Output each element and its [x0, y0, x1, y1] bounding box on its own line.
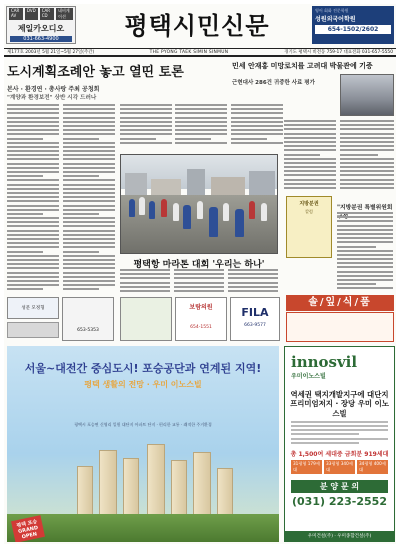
- text-line: [7, 213, 43, 215]
- text-column: [7, 104, 59, 294]
- ad-clinic-name: 보람의원: [189, 304, 213, 311]
- text-line: [228, 273, 278, 275]
- text-line: [63, 205, 115, 207]
- text-line: [63, 280, 115, 282]
- text-line: [337, 283, 376, 285]
- text-column: [174, 269, 224, 295]
- innosvil-logo: innosvil: [291, 353, 358, 371]
- text-line: [120, 121, 172, 123]
- text-line: [120, 108, 172, 110]
- text-line: [7, 167, 59, 169]
- text-line: [175, 112, 227, 114]
- text-line: [7, 129, 59, 131]
- text-line: [120, 104, 172, 106]
- text-line: [63, 142, 115, 144]
- marathon-photo: [120, 154, 278, 254]
- right-story-headline[interactable]: 민세 안재홍 미망로치를 고려대 박물관에 기증: [232, 61, 373, 70]
- text-line: [120, 112, 172, 114]
- text-line: [63, 192, 115, 194]
- text-line: [7, 230, 59, 232]
- text-line: [7, 196, 59, 198]
- text-line: [337, 275, 393, 277]
- text-line: [63, 196, 115, 198]
- text-line: [63, 217, 115, 219]
- text-line: [63, 221, 115, 223]
- text-line: [337, 246, 376, 248]
- text-line: [340, 128, 394, 130]
- text-line: [340, 158, 394, 160]
- ad-apartment-subhead: 평택 생활의 전망 · 우미 이노스빌: [84, 380, 202, 389]
- text-line: [340, 124, 394, 126]
- ad-car-audio-chips: [7, 7, 75, 21]
- marathon-body: [120, 269, 280, 295]
- text-line: [63, 267, 115, 269]
- text-line: [337, 225, 393, 227]
- text-line: [337, 237, 393, 239]
- text-line: [63, 246, 115, 248]
- text-line: [7, 104, 59, 106]
- text-line: [340, 145, 394, 147]
- masthead: [4, 4, 396, 48]
- text-line: [231, 121, 283, 123]
- lead-subheadline-2: "계양과 환경보전" 상반 시각 드러나: [7, 95, 97, 101]
- lead-headline[interactable]: 도시계획조례안 놓고 열띤 토론: [7, 65, 184, 80]
- text-line: [7, 234, 59, 236]
- text-line: [228, 277, 278, 279]
- ad-boram-clinic[interactable]: [175, 297, 227, 341]
- ad-ground: [7, 514, 279, 542]
- text-line: [7, 133, 59, 135]
- text-line: [63, 154, 115, 156]
- ad-language-academy[interactable]: [312, 6, 394, 44]
- text-line: [337, 241, 393, 243]
- text-line: [340, 187, 394, 189]
- text-line: [63, 104, 115, 106]
- ad-car-audio-tel: 031-663-4900: [10, 36, 72, 42]
- text-line: [284, 141, 336, 143]
- text-line: [7, 255, 59, 257]
- text-line: [231, 125, 283, 127]
- text-line: [175, 125, 227, 127]
- text-line: [231, 108, 283, 110]
- text-line: [63, 234, 115, 236]
- text-line: [63, 276, 115, 278]
- text-column: [120, 269, 170, 295]
- text-line: [7, 217, 59, 219]
- text-line: [7, 238, 59, 240]
- text-line: [7, 221, 59, 223]
- text-line: [231, 142, 283, 144]
- ad-apartment-banner[interactable]: [7, 346, 279, 542]
- text-line: [7, 146, 59, 148]
- text-line: [7, 179, 59, 181]
- text-line: [63, 117, 115, 119]
- right-story-subheadline: 근현대사 286건 귀중한 사료 평가: [232, 80, 315, 86]
- ad-fila[interactable]: [230, 297, 280, 341]
- ad-apartment-description: 평택시 포승면 신영리 일원 대단지 아파트 단지 · 편리한 교통 · 쾌적한 주거환경: [74, 422, 212, 427]
- ad-small-label: 성문 모정형: [21, 306, 45, 311]
- food-banner[interactable]: 솔/잎/식/품: [286, 295, 394, 311]
- text-line: [337, 266, 393, 268]
- text-line: [231, 117, 283, 119]
- text-line: [175, 108, 227, 110]
- text-line: [7, 188, 59, 190]
- unit-tag: 33평형 340세대: [324, 460, 355, 474]
- text-line: [337, 220, 393, 222]
- ad-innosvil[interactable]: [284, 346, 395, 542]
- text-line: [340, 133, 394, 135]
- text-line: [63, 288, 99, 290]
- chip: 네비게이션: [56, 8, 73, 20]
- text-line: [284, 145, 336, 147]
- text-line: [284, 137, 336, 139]
- text-line: [63, 171, 115, 173]
- innosvil-office-label: 분 양 문 의: [291, 480, 388, 493]
- innosvil-headline: 역세권 택지개발지구에 대단지 프리미엄저지 · 장당 우미 이노스빌: [290, 390, 389, 418]
- text-column: [175, 104, 227, 150]
- text-line: [7, 125, 59, 127]
- text-line: [63, 158, 115, 160]
- text-line: [228, 282, 278, 284]
- text-line: [337, 233, 393, 235]
- text-line: [175, 104, 227, 106]
- innosvil-phone[interactable]: (031) 223-2552: [292, 494, 387, 508]
- text-line: [284, 179, 336, 181]
- text-line: [284, 154, 320, 156]
- text-line: [231, 138, 267, 140]
- text-line: [7, 288, 43, 290]
- ceremony-photo: [340, 74, 394, 116]
- text-line: [340, 174, 394, 176]
- text-line: [174, 273, 224, 275]
- column-box: [286, 196, 332, 258]
- consultation-text: [337, 212, 393, 292]
- text-line: [340, 154, 378, 156]
- text-line: [340, 149, 394, 151]
- text-line: [63, 133, 115, 135]
- text-line: [63, 138, 99, 140]
- text-line: [7, 108, 59, 110]
- innosvil-details: [285, 418, 394, 449]
- text-line: [120, 138, 156, 140]
- text-line: [284, 162, 336, 164]
- text-line: [337, 262, 393, 264]
- text-line: [7, 112, 59, 114]
- marathon-caption: 평택항 마라톤 대회 '우리는 하나': [133, 260, 265, 270]
- newspaper-title: 평택시민신문: [124, 11, 270, 40]
- innosvil-unit-tags: [285, 458, 394, 476]
- text-line: [284, 133, 336, 135]
- text-line: [340, 179, 394, 181]
- text-line: [231, 129, 283, 131]
- text-line: [120, 290, 170, 292]
- text-line: [7, 242, 59, 244]
- dateline: [4, 48, 396, 57]
- food-ad-box[interactable]: [286, 312, 394, 342]
- text-line: [340, 120, 394, 122]
- text-line: [7, 200, 59, 202]
- text-line: [7, 251, 43, 253]
- innosvil-footer: 우미건설(주) · 우미종합건설(주): [285, 531, 394, 541]
- ad-car-audio-name: 제일카오디오: [17, 24, 65, 33]
- fila-tel: 663-9577: [244, 323, 266, 328]
- text-line: [63, 238, 115, 240]
- unit-tag: 31평형 179세대: [291, 460, 322, 474]
- text-line: [7, 209, 59, 211]
- chip: DVD: [25, 8, 38, 20]
- text-line: [7, 272, 59, 274]
- text-line: [175, 138, 211, 140]
- text-line: [63, 112, 115, 114]
- text-line: [63, 284, 115, 286]
- text-line: [7, 121, 59, 123]
- text-line: [120, 282, 170, 284]
- text-line: [284, 170, 336, 172]
- innosvil-brand: 우미이노스빌: [291, 373, 326, 380]
- text-line: [63, 146, 115, 148]
- unit-tag: 34평형 400세대: [357, 460, 388, 474]
- text-line: [63, 255, 115, 257]
- text-line: [120, 133, 172, 135]
- text-line: [174, 286, 224, 288]
- text-line: [284, 124, 336, 126]
- text-line: [7, 163, 59, 165]
- text-line: [63, 121, 115, 123]
- text-column: [337, 212, 393, 292]
- text-line: [63, 129, 115, 131]
- text-line: [63, 125, 115, 127]
- english-title: THE PYONG TAEK SIMIN SINMUN: [149, 49, 229, 55]
- text-line: [340, 183, 394, 185]
- text-line: [7, 225, 59, 227]
- text-line: [337, 287, 393, 289]
- text-line: [337, 229, 393, 231]
- ad-academy-tel: 654-1502/2602: [315, 25, 391, 34]
- text-line: [174, 277, 224, 279]
- text-line: [120, 273, 170, 275]
- text-line: [63, 108, 115, 110]
- text-line: [340, 170, 394, 172]
- text-line: [7, 138, 43, 140]
- text-line: [337, 258, 393, 260]
- text-line: [120, 129, 172, 131]
- text-line: [340, 162, 394, 164]
- text-line: [63, 200, 115, 202]
- text-column: [340, 120, 394, 192]
- text-line: [63, 272, 115, 274]
- fila-logo: FILA: [241, 306, 269, 319]
- text-line: [63, 251, 99, 253]
- column-box-title: 지방분권: [299, 201, 319, 207]
- text-column: [63, 104, 115, 294]
- text-line: [7, 205, 59, 207]
- photo-buildings: [121, 165, 277, 195]
- text-line: [337, 250, 393, 252]
- text-line: [7, 175, 43, 177]
- text-line: [7, 150, 59, 152]
- text-line: [174, 290, 224, 292]
- text-line: [7, 259, 59, 261]
- text-line: [175, 133, 227, 135]
- ad-apartment-headline: 서울~대전간 중심도시! 포승공단과 연계된 지역!: [24, 362, 262, 375]
- text-line: [63, 242, 115, 244]
- text-line: [340, 141, 394, 143]
- text-line: [63, 175, 99, 177]
- text-line: [63, 230, 115, 232]
- ad-clinic-small[interactable]: [7, 297, 59, 319]
- text-line: [340, 137, 394, 139]
- text-line: [7, 284, 59, 286]
- text-line: [284, 166, 336, 168]
- text-column: [284, 120, 336, 192]
- text-line: [231, 112, 283, 114]
- text-line: [7, 154, 59, 156]
- lead-subheadline: 본사 · 환경연 · 총사랑 주최 공청회: [7, 86, 100, 93]
- ad-small-tel: 653-5353: [77, 328, 99, 333]
- ad-text-box[interactable]: [62, 297, 114, 341]
- text-line: [228, 290, 278, 292]
- text-line: [7, 263, 59, 265]
- issue-date: 제177호 2003년 5월 21일~5월 27일(주간): [7, 50, 95, 55]
- text-line: [284, 149, 336, 151]
- text-line: [284, 174, 336, 176]
- text-line: [284, 128, 336, 130]
- publisher-address: 경기도 평택시 비전동 759-17 대표전화 031-657-5550: [284, 50, 393, 55]
- text-line: [63, 163, 115, 165]
- text-line: [231, 133, 283, 135]
- text-line: [63, 259, 115, 261]
- text-line: [63, 188, 115, 190]
- right-column-text: [284, 120, 394, 192]
- ad-landscape[interactable]: [120, 297, 172, 341]
- text-line: [175, 142, 227, 144]
- ad-clinic-tel: 654-1551: [190, 325, 212, 330]
- text-line: [337, 216, 393, 218]
- text-line: [340, 166, 394, 168]
- reporter-photo: [7, 322, 59, 338]
- text-line: [284, 187, 336, 189]
- text-line: [63, 213, 99, 215]
- text-line: [7, 184, 59, 186]
- text-line: [120, 286, 170, 288]
- text-line: [7, 171, 59, 173]
- chip: CAR CD: [40, 8, 54, 20]
- text-column: [231, 104, 283, 150]
- text-line: [175, 117, 227, 119]
- text-line: [7, 117, 59, 119]
- text-line: [284, 120, 336, 122]
- text-line: [337, 254, 393, 256]
- column-box-label: 칼럼: [305, 209, 313, 214]
- chip: CAR AV: [9, 8, 23, 20]
- text-line: [228, 286, 278, 288]
- text-line: [63, 167, 115, 169]
- text-line: [231, 104, 283, 106]
- text-line: [120, 277, 170, 279]
- text-line: [7, 246, 59, 248]
- text-line: [63, 263, 115, 265]
- text-line: [174, 282, 224, 284]
- text-column: [228, 269, 278, 295]
- ad-academy-name: 성원외국어학원: [315, 16, 356, 23]
- consultation-headline[interactable]: "지방분권 특별위원회: [337, 205, 393, 211]
- text-line: [175, 121, 227, 123]
- text-column: [120, 104, 172, 150]
- text-line: [63, 184, 115, 186]
- text-line: [120, 117, 172, 119]
- text-line: [337, 271, 393, 273]
- text-line: [7, 267, 59, 269]
- text-line: [7, 280, 59, 282]
- text-line: [7, 142, 59, 144]
- text-line: [337, 212, 393, 214]
- text-line: [63, 225, 115, 227]
- grand-open-badge: 평택 포승 GRAND OPEN: [11, 515, 45, 542]
- text-line: [284, 158, 336, 160]
- text-line: [337, 279, 393, 281]
- text-line: [120, 125, 172, 127]
- text-line: [120, 142, 172, 144]
- innosvil-units: 총 1,500여 세대중 금회분 919세대: [290, 450, 389, 458]
- text-line: [175, 129, 227, 131]
- text-line: [63, 150, 115, 152]
- text-line: [284, 183, 336, 185]
- text-line: [63, 209, 115, 211]
- text-line: [7, 158, 59, 160]
- newspaper-front-page: [4, 4, 396, 544]
- ad-academy-tagline: 영어 회화 전문학원: [315, 8, 349, 13]
- text-line: [7, 192, 59, 194]
- ad-car-audio[interactable]: [6, 6, 76, 44]
- text-line: [7, 276, 59, 278]
- text-line: [63, 179, 115, 181]
